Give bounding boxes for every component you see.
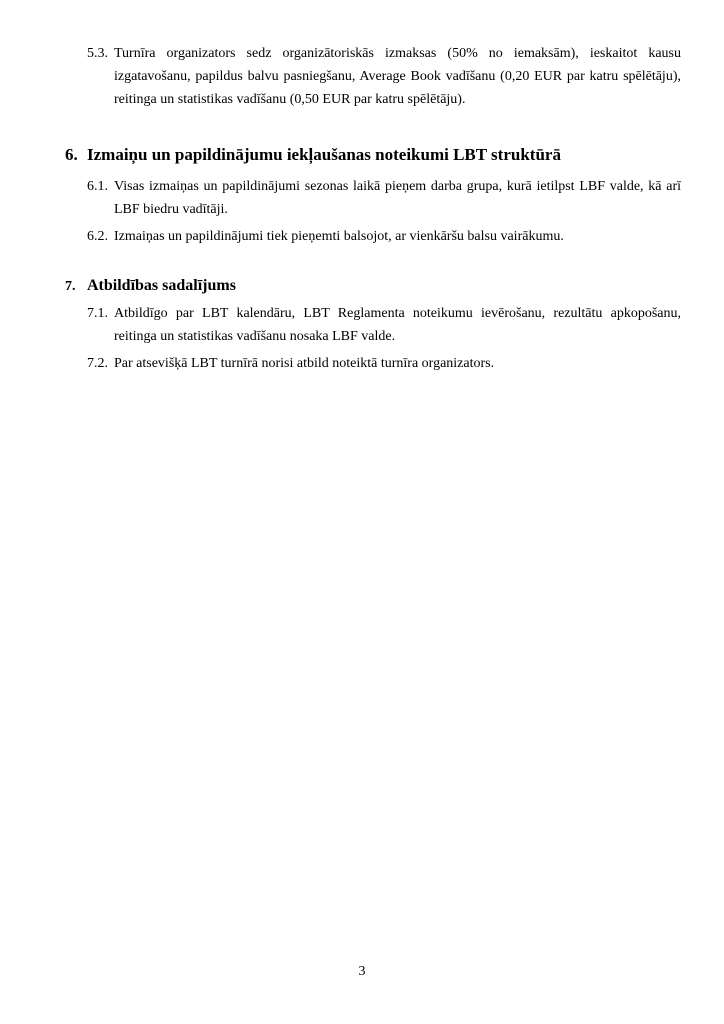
clause-text: Visas izmaiņas un papildinājumi sezonas laikā pieņem darba grupa, kurā ietilpst LBF valde, kā arī LBF biedru vadītāji. (114, 179, 681, 217)
clause-number: 7.2. (87, 356, 108, 371)
section-heading-7 (65, 277, 236, 295)
section-title: Izmaiņu un papildinājumu iekļaušanas noteikumi LBT struktūrā (87, 145, 561, 164)
section-heading-6 (65, 145, 561, 165)
clause-text: Izmaiņas un papildinājumi tiek pieņemti balsojot, ar vienkāršu balsu vairākumu. (114, 229, 564, 244)
clause-number: 6.2. (87, 229, 108, 244)
clause-7-1 (87, 302, 681, 348)
clause-text: Atbildīgo par LBT kalendāru, LBT Reglamenta noteikumu ievērošanu, rezultātu apkopošanu, reitinga un statistikas vadīšanu nosaka LBF valde. (114, 306, 681, 344)
section-number: 6. (65, 145, 78, 164)
clause-text: Turnīra organizators sedz organizātoriskās izmaksas (50% no iemaksām), ieskaitot kausu izgatavošanu, papildus balvu pasniegšanu, Average Book vadīšanu (0,20 EUR par katru spēlētāju), reitinga un statistikas vadīšanu (0,50 EUR par katru spēlētāju). (114, 46, 681, 107)
clause-7-2 (87, 352, 681, 375)
clause-number: 7.1. (87, 306, 108, 321)
clause-5-3 (87, 42, 681, 111)
clause-number: 5.3. (87, 46, 108, 61)
page-number: 3 (358, 964, 366, 979)
section-number: 7. (65, 279, 76, 294)
clause-number: 6.1. (87, 179, 108, 194)
section-title: Atbildības sadalījums (87, 277, 236, 294)
clause-6-2 (87, 225, 681, 248)
clause-6-1 (87, 175, 681, 221)
clause-text: Par atsevišķā LBT turnīrā norisi atbild noteiktā turnīra organizators. (114, 356, 495, 371)
